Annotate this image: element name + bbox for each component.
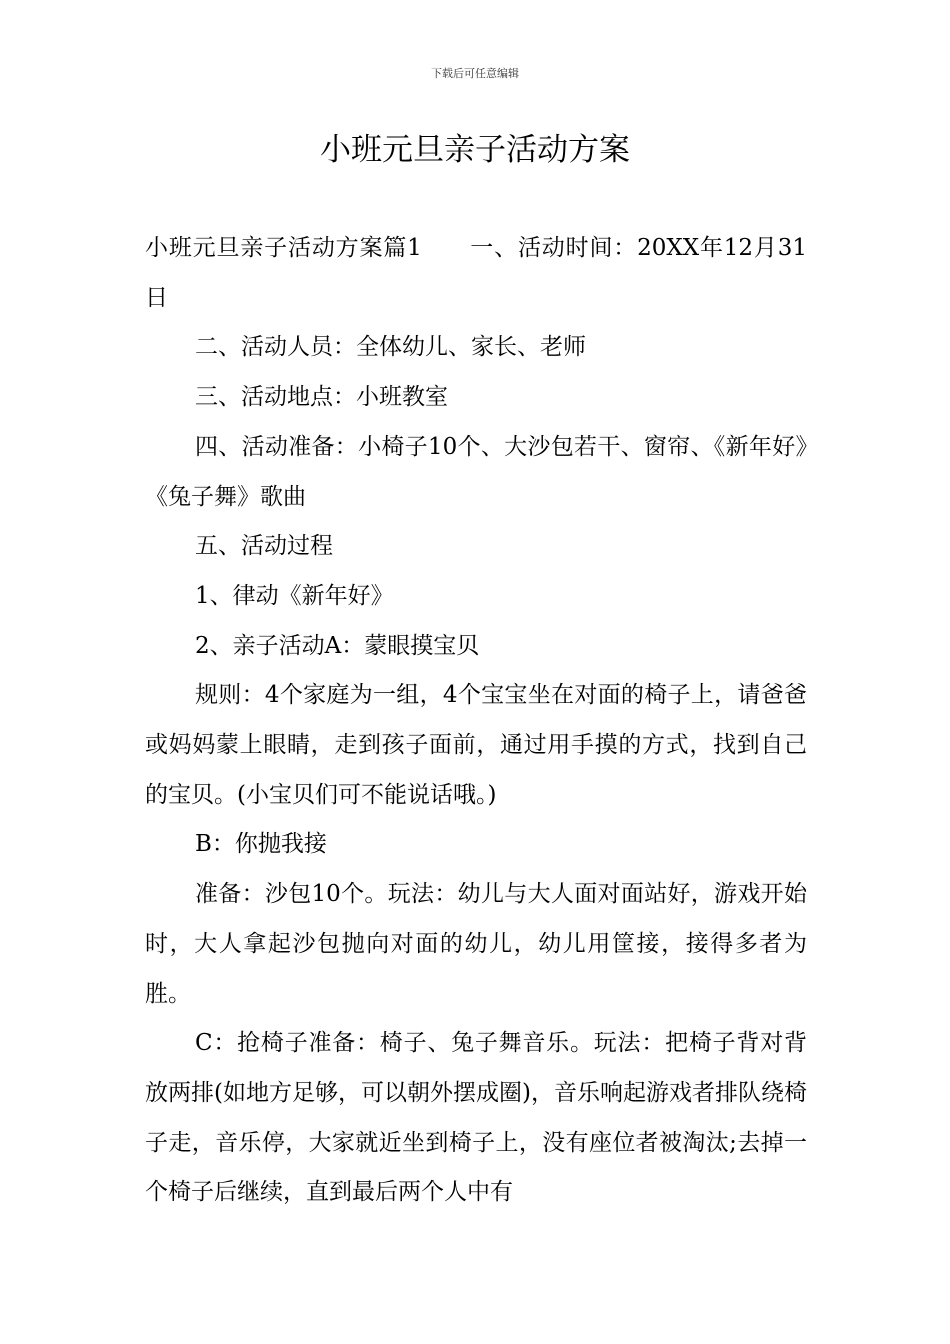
paragraph-preparation: 四、活动准备：小椅子10个、大沙包若干、窗帘、《新年好》《兔子舞》歌曲	[145, 433, 807, 510]
paragraph-rules-a: 规则：4个家庭为一组，4个宝宝坐在对面的椅子上，请爸爸或妈妈蒙上眼睛，走到孩子面前，通过用手摸的方式，找到自己的宝贝。(小宝贝们可不能说话哦。)	[145, 682, 807, 808]
paragraph-process-heading: 五、活动过程	[195, 533, 333, 560]
paragraph-rules-b: 准备：沙包10个。玩法：幼儿与大人面对面站好，游戏开始时，大人拿起沙包抛向对面的幼儿，幼儿用筐接，接得多者为胜。	[145, 881, 807, 1007]
document-title: 小班元旦亲子活动方案	[320, 132, 630, 168]
paragraph-activity-b: B：你抛我接	[195, 831, 327, 858]
paragraph-step-1: 1、律动《新年好》	[195, 582, 394, 609]
paragraph-participants: 二、活动人员：全体幼儿、家长、老师	[195, 334, 586, 361]
document-body	[145, 224, 807, 1218]
paragraph-location: 三、活动地点：小班教室	[195, 384, 448, 411]
paragraph-activity-c: C：抢椅子准备：椅子、兔子舞音乐。玩法：把椅子背对背放两排(如地方足够，可以朝外摆成圈)，音乐响起游戏者排队绕椅子走，音乐停，大家就近坐到椅子上，没有座位者被淘汰;去掉一个椅子后继续，直到最后两个人中有	[145, 1030, 807, 1206]
header-note: 下载后可任意编辑	[431, 67, 519, 80]
paragraph-step-2: 2、亲子活动A：蒙眼摸宝贝	[195, 632, 480, 659]
paragraph-intro-time: 小班元旦亲子活动方案篇1 一、活动时间：20XX年12月31日	[145, 235, 807, 311]
